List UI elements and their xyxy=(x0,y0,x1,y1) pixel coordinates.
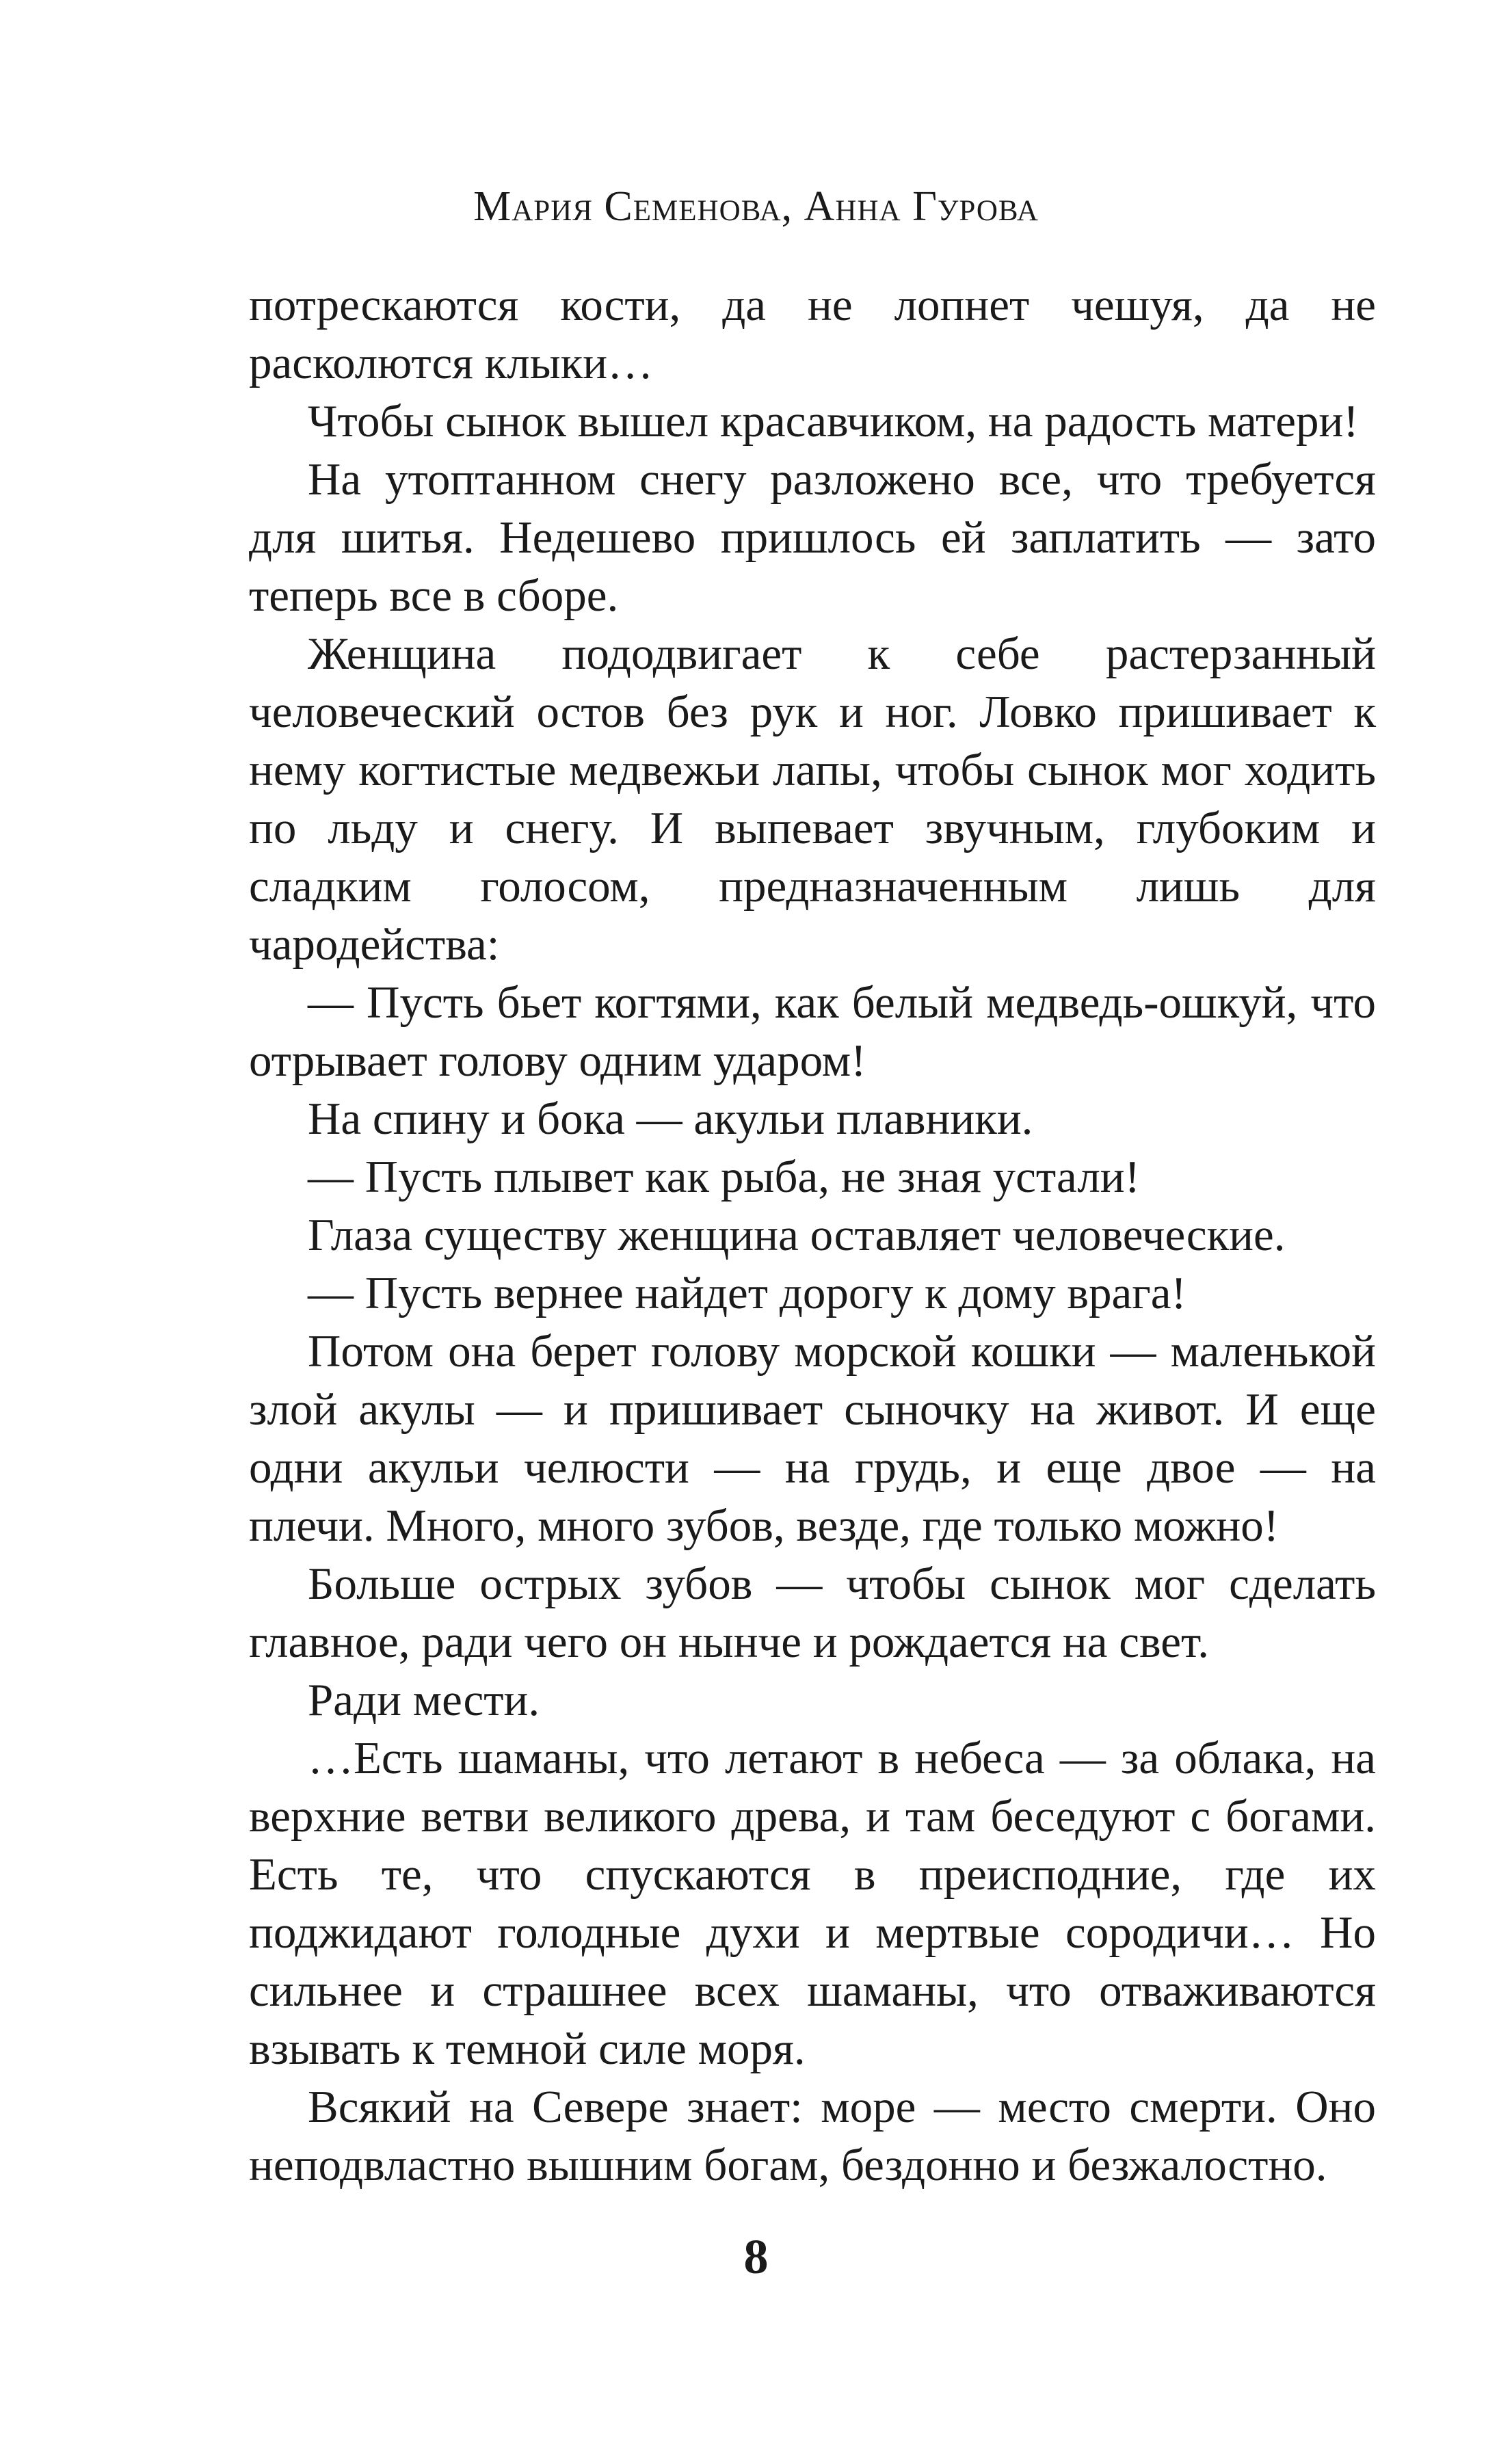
paragraph: Ради мести. xyxy=(308,1675,540,1725)
body-text xyxy=(249,276,1376,2194)
paragraph-continued: потрескаются кости, да не лопнет чешуя, да не расколются клыки… xyxy=(249,280,1376,388)
paragraph: Всякий на Севере знает: море — место смерти. Оно неподвластно вышним богам, бездонно и безжалостно. xyxy=(249,2082,1376,2190)
paragraph: …Есть шаманы, что летают в небеса — за облака, на верхние ветви великого древа, и там беседуют с богами. Есть те, что спускаются в преисподние, где их поджидают голодные духи и мертвые сородичи… Но сильнее и страшнее всех шаманы, что отваживаются взывать к темной силе моря. xyxy=(249,1733,1376,2074)
paragraph: — Пусть плывет как рыба, не зная устали! xyxy=(308,1152,1140,1202)
running-header: Мария Семенова, Анна Гурова xyxy=(473,183,1039,230)
paragraph: Больше острых зубов — чтобы сынок мог сделать главное, ради чего он нынче и рождается на свет. xyxy=(249,1558,1376,1667)
paragraph: — Пусть бьет когтями, как белый медведь-ошкуй, что отрывает голову одним ударом! xyxy=(249,977,1376,1086)
paragraph: Женщина пододвигает к себе растерзанный человеческий остов без рук и ног. Ловко пришивает к нему когтистые медвежьи лапы, чтобы сынок мог ходить по льду и снегу. И выпевает звучным, глубоким и сладким голосом, предназначенным лишь для чародейства: xyxy=(249,628,1376,970)
paragraph: На спину и бока — акульи плавники. xyxy=(308,1093,1033,1144)
paragraph: Глаза существу женщина оставляет человеческие. xyxy=(308,1210,1286,1260)
paragraph: Чтобы сынок вышел красавчиком, на радость матери! xyxy=(308,396,1359,447)
paragraph: — Пусть вернее найдет дорогу к дому врага! xyxy=(308,1268,1186,1318)
page-number: 8 xyxy=(743,2229,769,2284)
paragraph: На утоптанном снегу разложено все, что требуется для шитья. Недешево пришлось ей заплатить — зато теперь все в сборе. xyxy=(249,454,1376,621)
paragraph: Потом она берет голову морской кошки — маленькой злой акулы — и пришивает сыночку на живот. И еще одни акульи челюсти — на грудь, и еще двое — на плечи. Много, много зубов, везде, где только можно! xyxy=(249,1326,1376,1551)
